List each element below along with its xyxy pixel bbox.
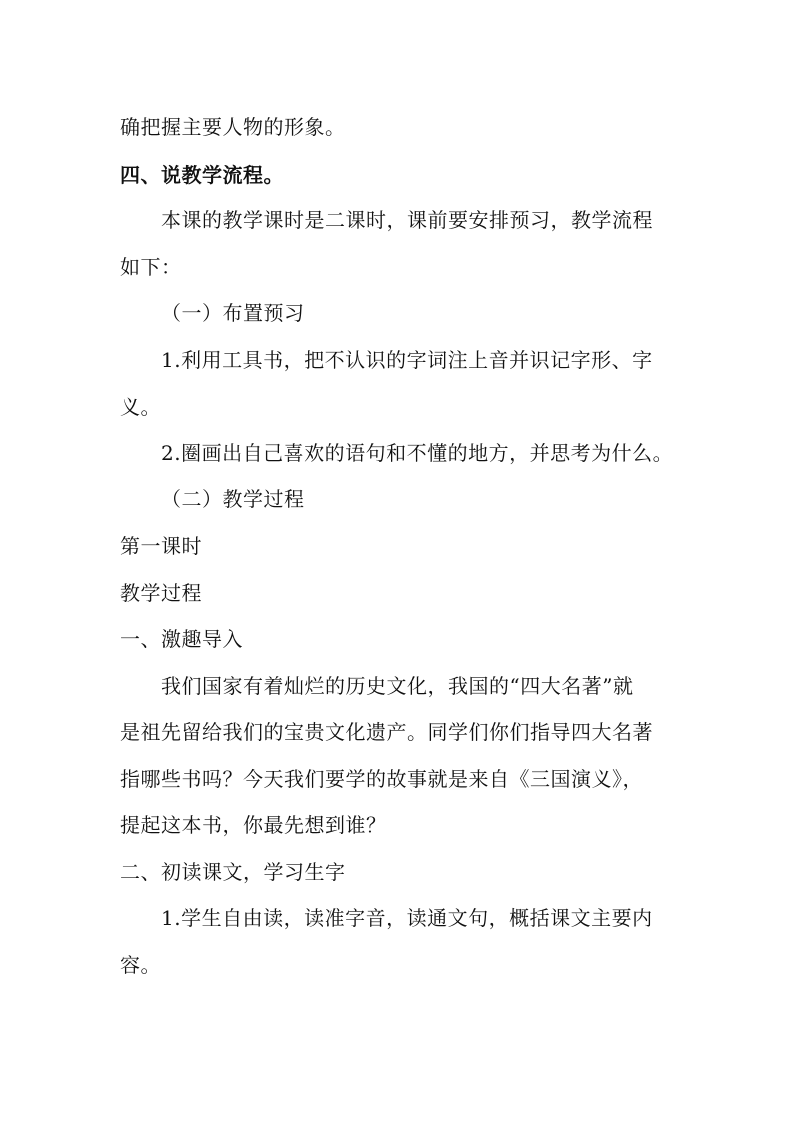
list-item-continuation: 容。 [120, 953, 161, 977]
paragraph-line: 确把握主要人物的形象。 [120, 115, 346, 139]
list-item: 1.利用工具书，把不认识的字词注上音并识记字形、字 [161, 348, 653, 372]
subsection-heading: （一）布置预习 [161, 301, 305, 325]
section-label: 教学过程 [120, 581, 202, 605]
paragraph-line: 提起这本书，你最先想到谁？ [120, 813, 387, 837]
section-heading: 二、初读课文，学习生字 [120, 860, 346, 884]
paragraph-line: 是祖先留给我们的宝贵文化遗产。同学们你们指导四大名著 [120, 720, 653, 744]
section-heading: 四、说教学流程。 [120, 163, 284, 187]
paragraph-line: 指哪些书吗？今天我们要学的故事就是来自《三国演义》， [120, 767, 643, 791]
list-item: 1.学生自由读，读准字音，读通文句，概括课文主要内 [161, 906, 653, 930]
list-item: 2.圈画出自己喜欢的语句和不懂的地方，并思考为什么。 [161, 441, 674, 465]
list-item-continuation: 义。 [120, 395, 161, 419]
subsection-heading: （二）教学过程 [161, 487, 305, 511]
lesson-heading: 第一课时 [120, 534, 202, 558]
section-heading: 一、激趣导入 [120, 627, 243, 651]
paragraph-line: 如下： [120, 255, 182, 279]
paragraph-line: 本课的教学课时是二课时，课前要安排预习，教学流程 [161, 208, 653, 232]
paragraph-line: 我们国家有着灿烂的历史文化，我国的“四大名著”就 [161, 674, 634, 698]
